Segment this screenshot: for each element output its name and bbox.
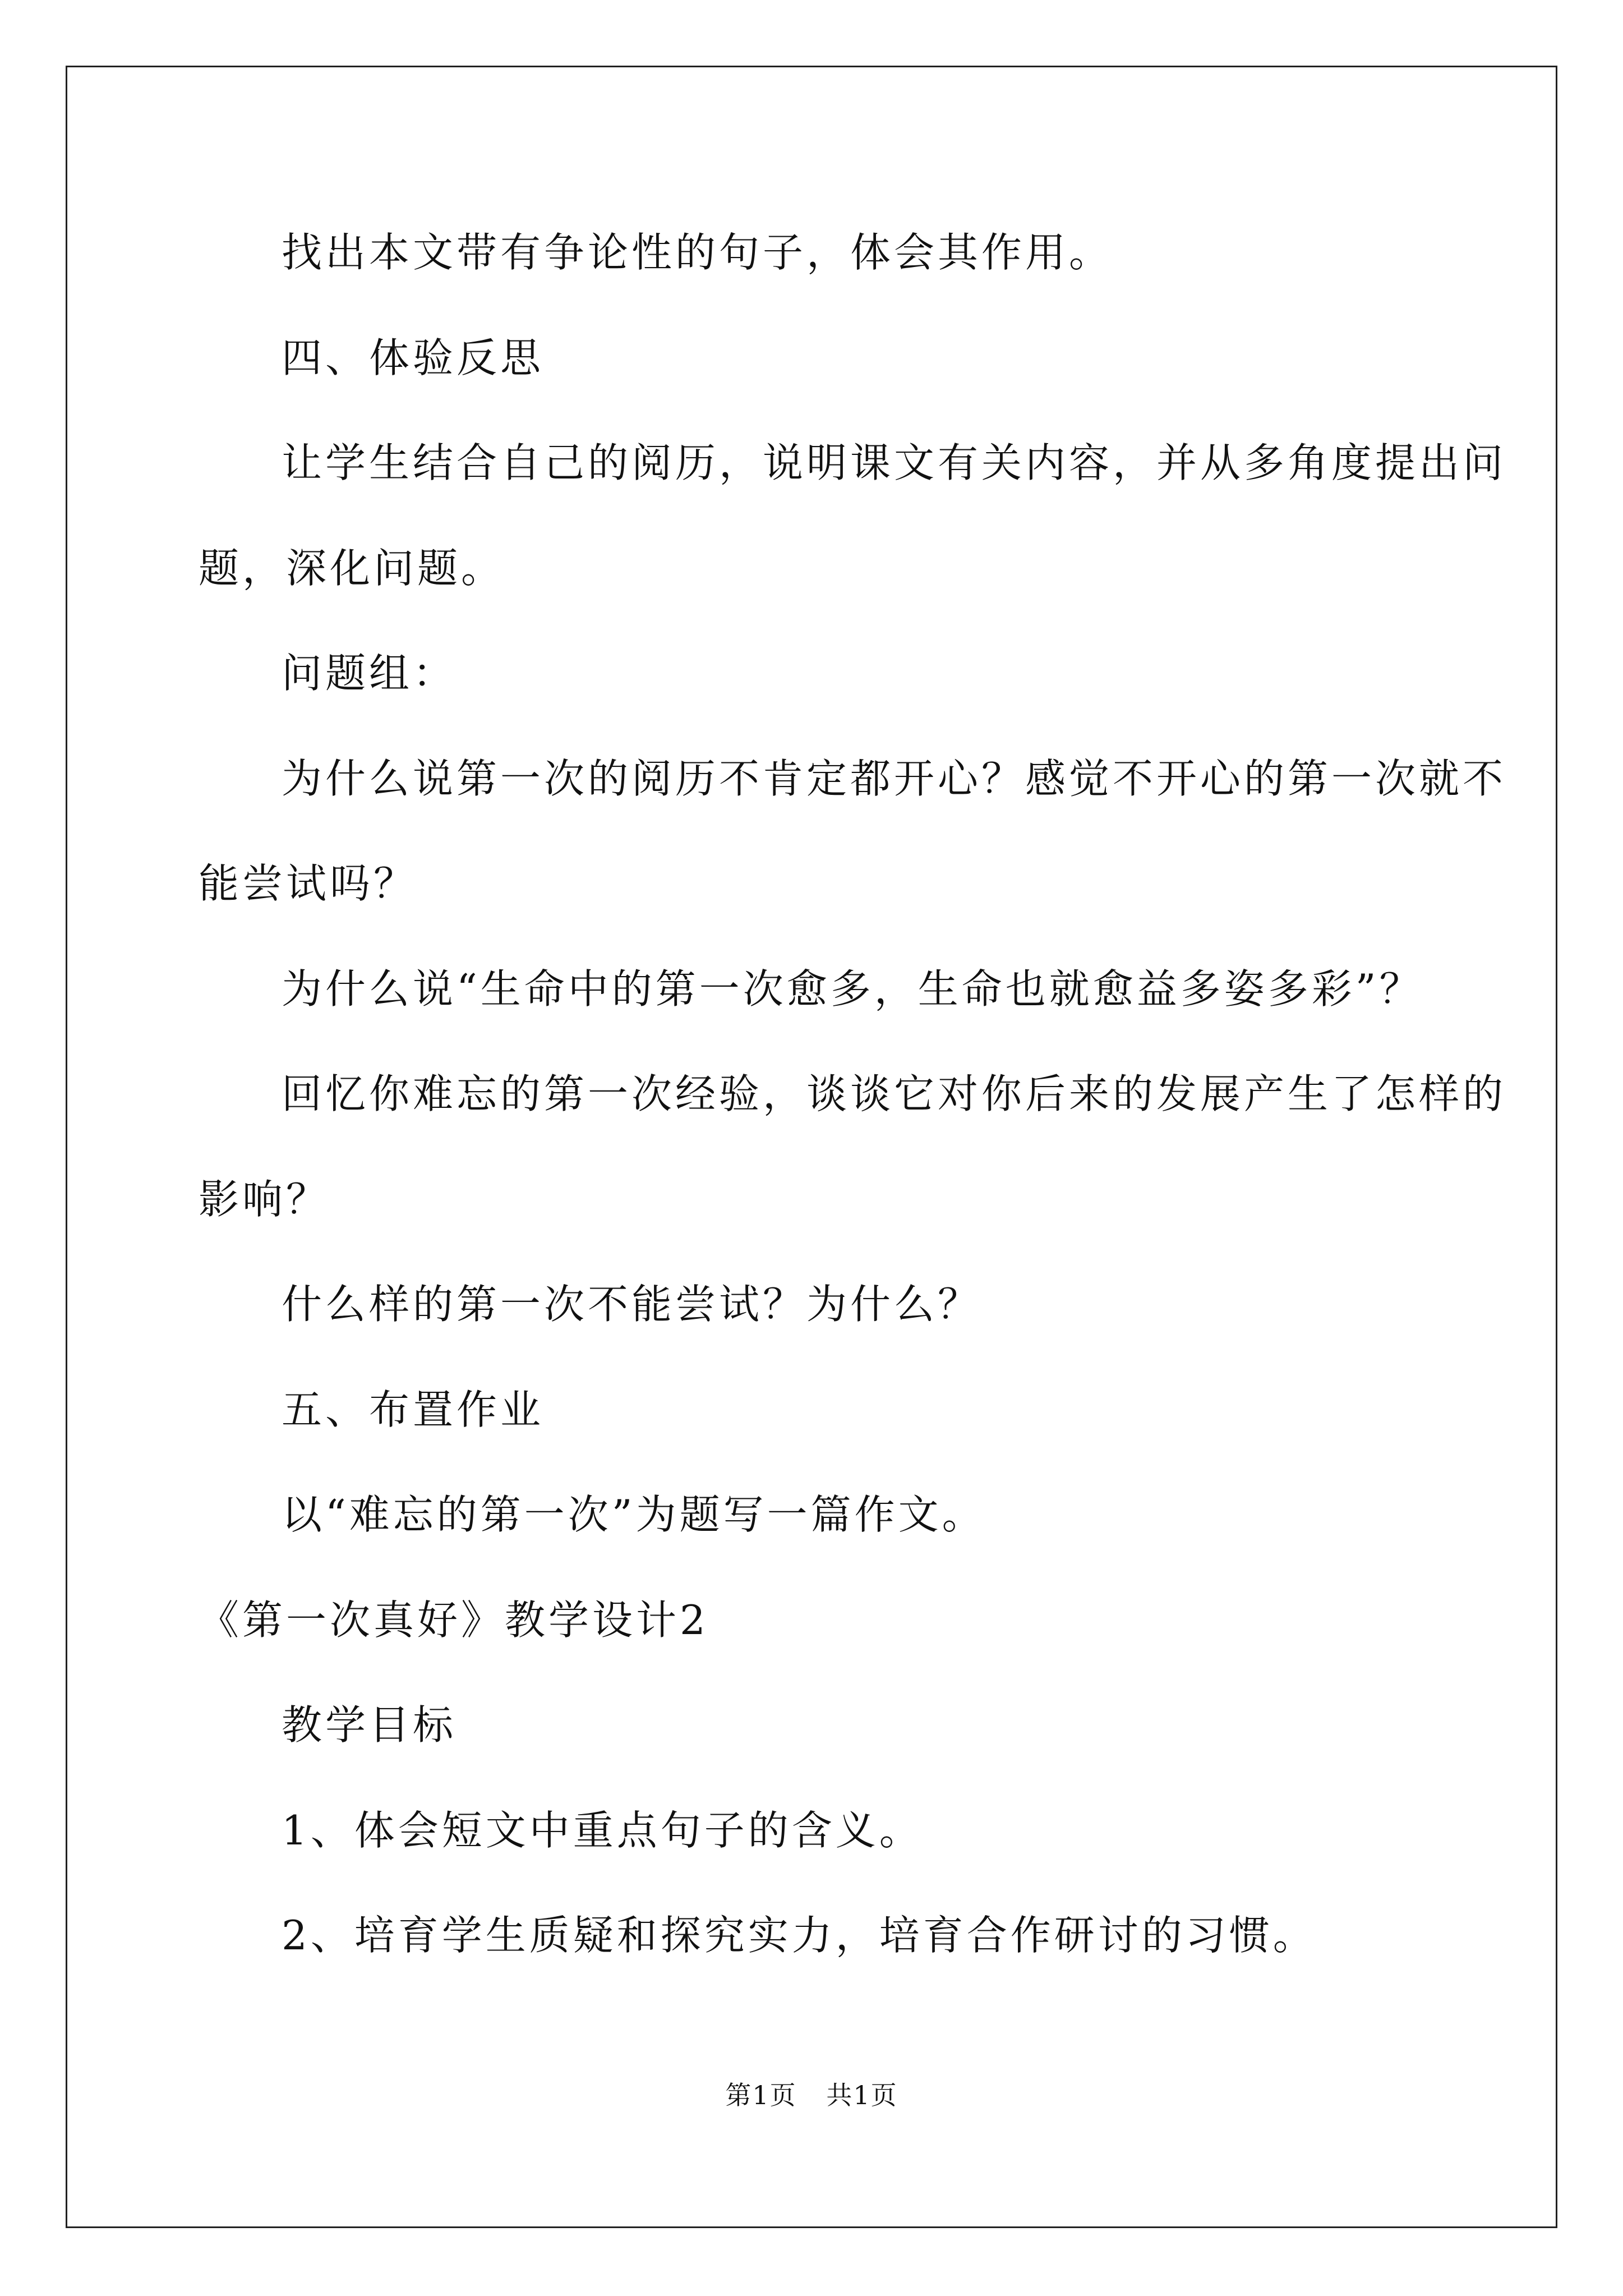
document-subtitle: 《第一次真好》教学设计2 — [199, 1596, 709, 1644]
page-number: 第1页 — [725, 2080, 797, 2110]
paragraph-line: 影响？ — [199, 1176, 330, 1223]
section-heading: 四、体验反思 — [282, 334, 545, 381]
section-heading: 五、布置作业 — [282, 1386, 545, 1433]
list-item: 1、体会短文中重点句子的含义。 — [282, 1807, 923, 1854]
page-footer — [0, 2078, 1623, 2112]
paragraph-line: 能尝试吗？ — [199, 860, 418, 907]
section-heading: 教学目标 — [282, 1701, 457, 1749]
paragraph-line: 为什么说第一次的阅历不肯定都开心？感觉不开心的第一次就不 — [282, 755, 1507, 802]
paragraph-line: 什么样的第一次不能尝试？为什么？ — [282, 1281, 982, 1328]
paragraph-line: 以“难忘的第一次”为题写一篇作文。 — [282, 1491, 986, 1538]
paragraph-line: 让学生结合自己的阅历，说明课文有关内容，并从多角度提出问 — [282, 439, 1507, 486]
paragraph-line: 问题组： — [282, 650, 457, 697]
list-item: 2、培育学生质疑和探究实力，培育合作研讨的习惯。 — [282, 1912, 1317, 1959]
paragraph-line: 回忆你难忘的第一次经验，谈谈它对你后来的发展产生了怎样的 — [282, 1070, 1507, 1117]
page-border — [66, 66, 1557, 2228]
paragraph-line: 题，深化问题。 — [199, 545, 505, 592]
page-total: 共1页 — [826, 2080, 898, 2110]
paragraph-line: 找出本文带有争论性的句子，体会其作用。 — [282, 229, 1113, 276]
paragraph-line: 为什么说“生命中的第一次愈多，生命也就愈益多姿多彩”？ — [282, 965, 1423, 1013]
